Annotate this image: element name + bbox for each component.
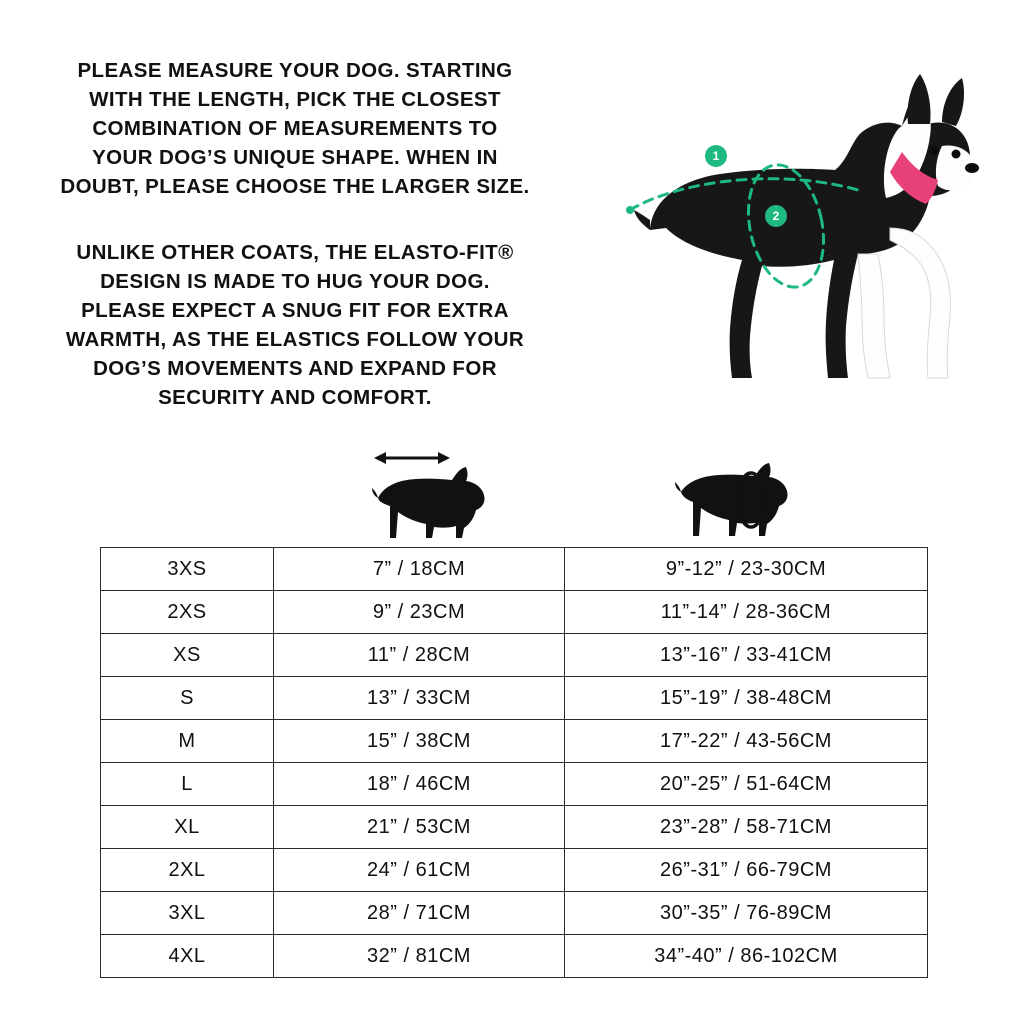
size-table (100, 547, 928, 978)
cell-length: 18” / 46CM (274, 763, 565, 806)
cell-girth: 23”-28” / 58-71CM (565, 806, 928, 849)
table-row (101, 849, 928, 892)
cell-girth: 34”-40” / 86-102CM (565, 935, 928, 978)
cell-size: 3XL (101, 892, 274, 935)
cell-girth: 15”-19” / 38-48CM (565, 677, 928, 720)
table-row (101, 548, 928, 591)
marker-1-badge: 1 (705, 145, 727, 167)
cell-length: 28” / 71CM (274, 892, 565, 935)
cell-size: S (101, 677, 274, 720)
cell-length: 15” / 38CM (274, 720, 565, 763)
cell-length: 13” / 33CM (274, 677, 565, 720)
size-table-body (101, 548, 928, 978)
cell-length: 32” / 81CM (274, 935, 565, 978)
cell-length: 24” / 61CM (274, 849, 565, 892)
table-row (101, 935, 928, 978)
cell-size: 3XS (101, 548, 274, 591)
cell-girth: 9”-12” / 23-30CM (565, 548, 928, 591)
table-row (101, 591, 928, 634)
table-row (101, 806, 928, 849)
cell-girth: 13”-16” / 33-41CM (565, 634, 928, 677)
cell-size: 2XS (101, 591, 274, 634)
cell-size: L (101, 763, 274, 806)
cell-girth: 11”-14” / 28-36CM (565, 591, 928, 634)
cell-size: 4XL (101, 935, 274, 978)
intro-text-block (60, 56, 530, 412)
dog-measurement-diagram (590, 40, 990, 420)
table-row (101, 634, 928, 677)
column-icon-row (100, 446, 924, 541)
cell-size: 2XL (101, 849, 274, 892)
cell-girth: 26”-31” / 66-79CM (565, 849, 928, 892)
marker-2-badge: 2 (765, 205, 787, 227)
intro-paragraph-2: UNLIKE OTHER COATS, THE ELASTO-FIT® DESIGN IS MADE TO HUG YOUR DOG. PLEASE EXPECT A SNUG FIT FOR EXTRA WARMTH, AS THE ELASTICS FOLLOW YOUR DOG’S MOVEMENTS AND EXPAND FOR SECURITY AND COMFORT. (65, 240, 525, 410)
cell-girth: 17”-22” / 43-56CM (565, 720, 928, 763)
table-row (101, 677, 928, 720)
cell-size: M (101, 720, 274, 763)
cell-size: XL (101, 806, 274, 849)
table-row (101, 720, 928, 763)
table-row (101, 892, 928, 935)
table-row (101, 763, 928, 806)
dog-illustration (590, 40, 990, 420)
cell-length: 21” / 53CM (274, 806, 565, 849)
cell-length: 11” / 28CM (274, 634, 565, 677)
dog-length-icon (370, 446, 490, 541)
cell-length: 7” / 18CM (274, 548, 565, 591)
cell-girth: 20”-25” / 51-64CM (565, 763, 928, 806)
cell-size: XS (101, 634, 274, 677)
intro-paragraph-1: PLEASE MEASURE YOUR DOG. STARTING WITH THE LENGTH, PICK THE CLOSEST COMBINATION OF MEASUREMENTS TO YOUR DOG’S UNIQUE SHAPE. WHEN IN DOUBT, PLEASE CHOOSE THE LARGER SIZE. (60, 59, 530, 199)
cell-length: 9” / 23CM (274, 591, 565, 634)
cell-girth: 30”-35” / 76-89CM (565, 892, 928, 935)
dog-girth-icon (675, 446, 795, 541)
